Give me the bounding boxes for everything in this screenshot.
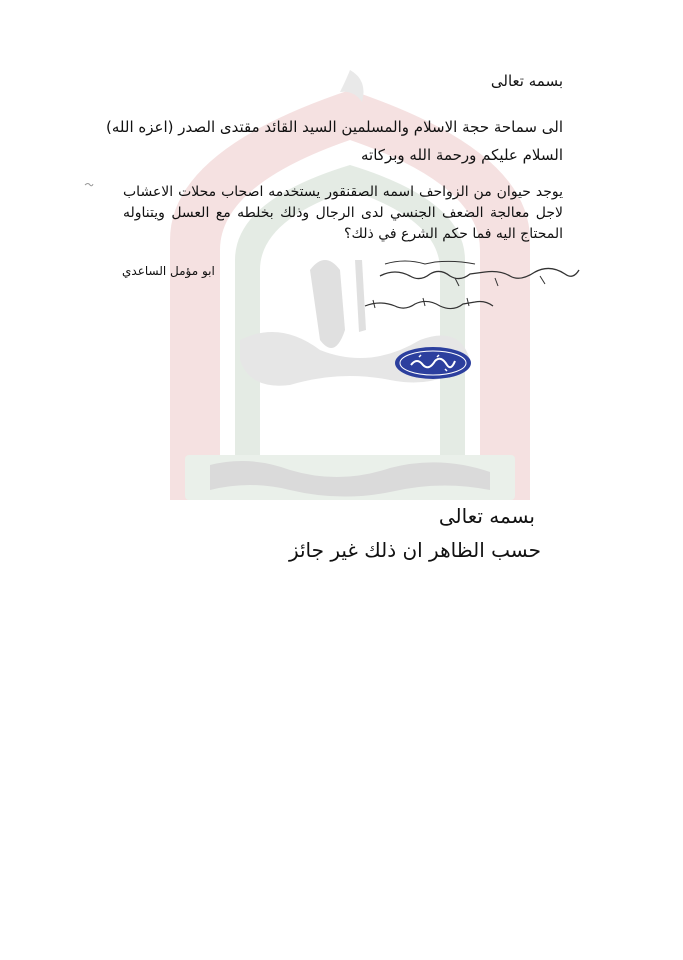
office-stamp — [393, 345, 473, 381]
handwritten-signature — [335, 256, 585, 316]
letter-question: يوجد حيوان من الزواحف اسمه الصقنقور يستخدمه اصحاب محلات الاعشاب لاجل معالجة الضعف الجنسي لدى الرجال وذلك بخلطه مع العسل ويتناوله المحتاج اليه فما حكم الشرع في ذلك؟ — [123, 184, 563, 242]
signer-name: ابو مؤمل الساعدي — [122, 264, 215, 278]
answer-text: حسب الظاهر ان ذلك غير جائز — [288, 538, 541, 562]
letter-greeting: السلام عليكم ورحمة الله وبركاته — [361, 146, 563, 164]
answer-basmala: بسمه تعالى — [438, 504, 535, 528]
letter-basmala: بسمه تعالى — [490, 72, 563, 90]
paper-mark — [84, 182, 94, 188]
letter-addressee: الى سماحة حجة الاسلام والمسلمين السيد القائد مقتدى الصدر (اعزه الله) — [106, 118, 563, 136]
